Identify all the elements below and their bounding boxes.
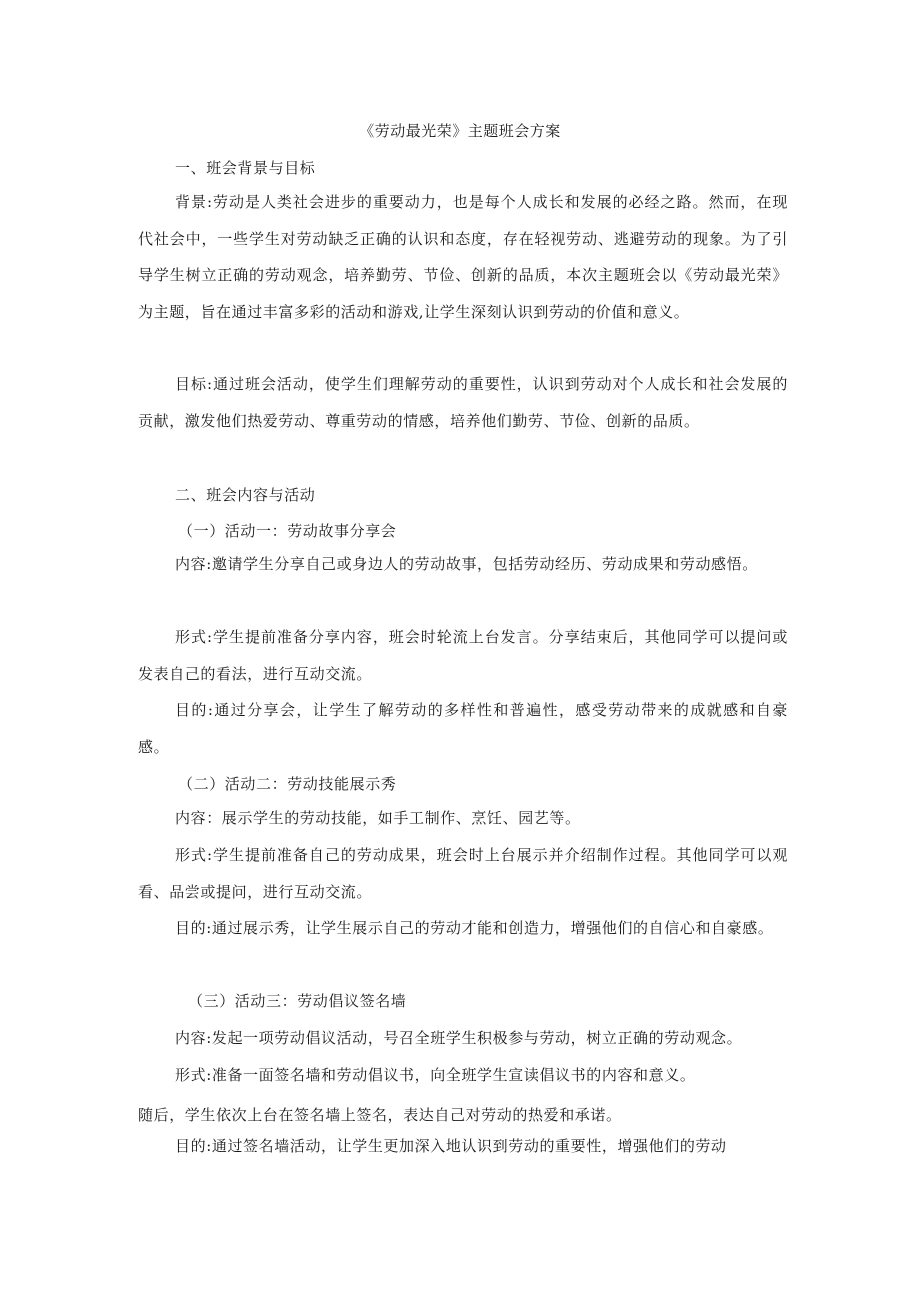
activity1-purpose: 目的:通过分享会，让学生了解劳动的多样性和普遍性，感受劳动带来的成就感和自豪感。 [138,701,788,756]
activity1-heading: （一）活动一：劳动故事分享会 [178,522,397,540]
activity3-heading: （三）活动三：劳动倡议签名墙 [188,992,407,1010]
activity1-form: 形式:学生提前准备分享内容，班会时轮流上台发言。分享结束后，其他同学可以提问或发表自己的看法，进行互动交流。 [138,628,788,683]
activity2-form: 形式:学生提前准备自己的劳动成果，班会时上台展示并介绍制作过程。其他同学可以观看、品尝或提问，进行互动交流。 [138,846,788,901]
activity3-form-line2: 随后，学生依次上台在签名墙上签名，表达自己对劳动的热爱和承诺。 [138,1106,622,1124]
activity3-content: 内容:发起一项劳动倡议活动，号召全班学生积极参与劳动，树立正确的劳动观念。 [175,1029,743,1047]
activity1-content: 内容:邀请学生分享自己或身边人的劳动故事，包括劳动经历、劳动成果和劳动感悟。 [175,555,758,573]
activity2-purpose: 目的:通过展示秀，让学生展示自己的劳动才能和创造力，增强他们的自信心和自豪感。 [175,919,774,937]
background-paragraph: 背景:劳动是人类社会进步的重要动力，也是每个人成长和发展的必经之路。然而，在现代社会中，一些学生对劳动缺乏正确的认识和态度，存在轻视劳动、逃避劳动的现象。为了引导学生树立正确的劳动观念，培养勤劳、节俭、创新的品质，本次主题班会以《劳动最光荣》为主题，旨在通过丰富多彩的活动和游戏,让学生深刻认识到劳动的价值和意义。 [138,193,788,321]
document-title: 《劳动最光荣》主题班会方案 [359,122,561,140]
activity2-content: 内容：展示学生的劳动技能，如手工制作、烹饪、园艺等。 [175,809,581,827]
activity2-heading: （二）活动二：劳动技能展示秀 [178,775,397,793]
goal-paragraph: 目标:通过班会活动，使学生们理解劳动的重要性，认识到劳动对个人成长和社会发展的贡献，激发他们热爱劳动、尊重劳动的情感，培养他们勤劳、节俭、创新的品质。 [138,375,788,430]
section1-heading: 一、班会背景与目标 [175,159,316,177]
section2-heading: 二、班会内容与活动 [175,486,316,504]
activity3-form-line1: 形式:准备一面签名墙和劳动倡议书，向全班学生宣读倡议书的内容和意义。 [175,1066,696,1084]
activity3-purpose: 目的:通过签名墙活动，让学生更加深入地认识到劳动的重要性，增强他们的劳动 [175,1137,727,1155]
